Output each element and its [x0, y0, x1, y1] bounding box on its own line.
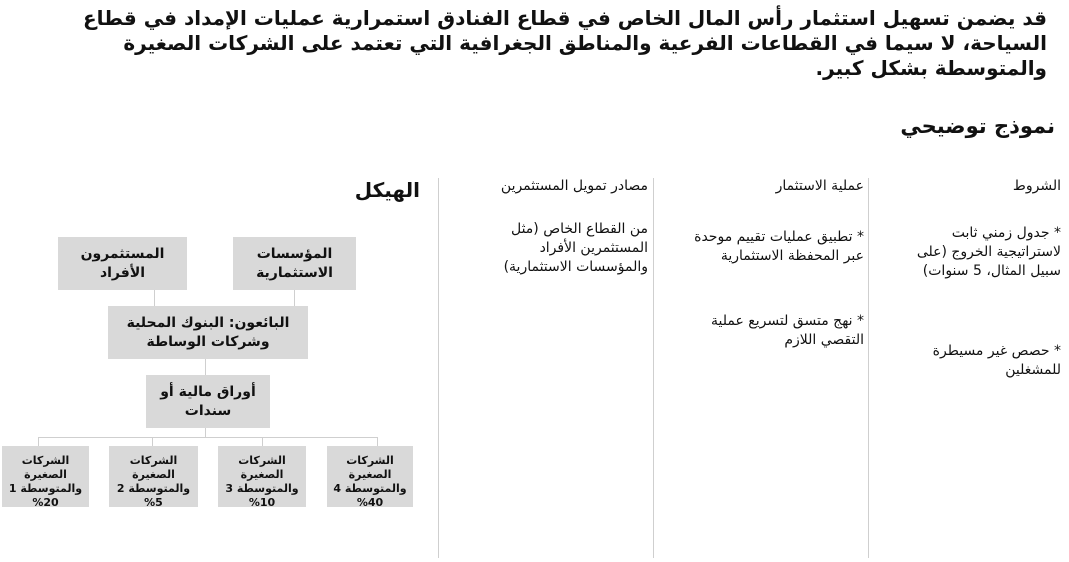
investment-item: * تطبيق عمليات تقييم موحدة عبر المحفظة الاستثمارية [694, 229, 864, 264]
connector-line [377, 437, 378, 446]
model-heading: نموذج توضيحي [900, 114, 1055, 138]
institutional-investors-box: المؤسسات الاستثمارية [233, 237, 356, 290]
funding-item: من القطاع الخاص (مثل المستثمرين الأفراد والمؤسسات الاستثمارية) [503, 221, 648, 275]
sme-share: %5 [144, 496, 163, 509]
intro-paragraph: قد يضمن تسهيل استثمار رأس المال الخاص في قطاع الفنادق استمرارية عمليات الإمداد في قطاع السياحة، لا سيما في القطاعات الفرعية والمناطق الجغرافية التي تعتمد على الشركات الصغيرة والمتوسطة بشكل كبير. [82, 6, 1047, 80]
sme-box-2 [109, 446, 198, 507]
connector-line [205, 359, 206, 375]
sme-label: الشركات الصغيرة والمتوسطة 2 [116, 454, 191, 495]
conditions-item: * جدول زمني ثابت لاستراتيجية الخروج (على سبيل المثال، 5 سنوات) [916, 225, 1061, 279]
sellers-box: البائعون: البنوك المحلية وشركات الوساطة [108, 306, 308, 359]
column-divider [438, 178, 439, 558]
sme-box-3 [218, 446, 306, 507]
sme-share: %40 [356, 496, 384, 509]
connector-line [152, 437, 153, 446]
structure-heading: الهيكل [354, 178, 420, 202]
column-divider [653, 178, 654, 558]
connector-line [262, 437, 263, 446]
securities-box: أوراق مالية أو سندات [146, 375, 270, 428]
column-divider [868, 178, 869, 558]
sme-share: %10 [248, 496, 276, 509]
investment-item: * نهج متسق لتسريع عملية التقصي اللازم [711, 313, 864, 348]
individual-investors-box: المستثمرون الأفراد [58, 237, 187, 290]
investment-header: عملية الاستثمار [775, 178, 864, 194]
sme-label: الشركات الصغيرة والمتوسطة 1 [8, 454, 83, 495]
funding-header: مصادر تمويل المستثمرين [500, 178, 648, 194]
sme-box-1 [2, 446, 89, 507]
connector-line [38, 437, 378, 438]
connector-line [38, 437, 39, 446]
sme-label: الشركات الصغيرة والمتوسطة 4 [333, 454, 407, 495]
sme-box-4 [327, 446, 413, 507]
conditions-header: الشروط [1012, 178, 1061, 194]
sme-share: %20 [32, 496, 59, 509]
conditions-item: * حصص غير مسيطرة للمشغلين [932, 343, 1061, 378]
sme-label: الشركات الصغيرة والمتوسطة 3 [225, 454, 299, 495]
